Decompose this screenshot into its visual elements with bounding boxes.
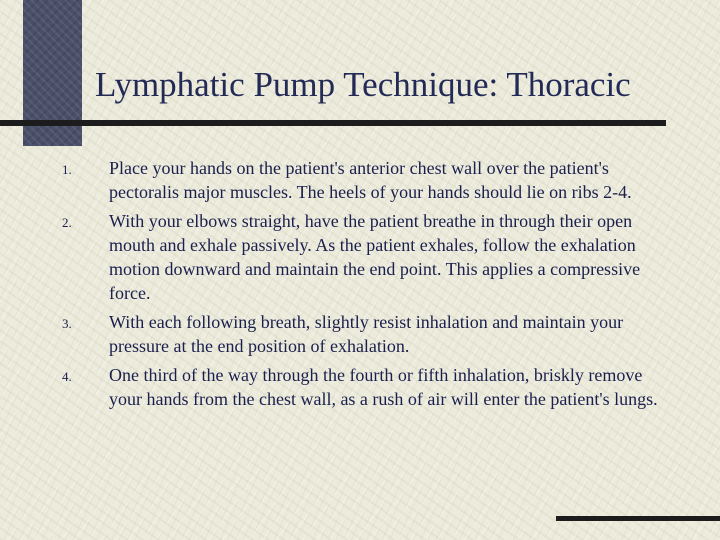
step-text: One third of the way through the fourth or fifth inhalation, briskly remove your hands from the chest wall, as a rush of air will enter the patient's lungs. <box>109 365 658 409</box>
list-item <box>62 156 662 204</box>
list-item <box>62 209 662 305</box>
step-list <box>62 156 662 416</box>
footer-divider <box>556 516 720 521</box>
step-number: 1. <box>62 162 72 177</box>
title-divider <box>0 120 666 126</box>
step-number: 3. <box>62 316 72 331</box>
step-text: With each following breath, slightly resist inhalation and maintain your pressure at the end position of exhalation. <box>109 312 624 356</box>
step-text: Place your hands on the patient's anterior chest wall over the patient's pectoralis major muscles. The heels of your hands should lie on ribs 2-4. <box>109 158 632 202</box>
list-item <box>62 310 662 358</box>
step-text: With your elbows straight, have the patient breathe in through their open mouth and exhale passively. As the patient exhales, follow the exhalation motion downward and maintain the end point. This applies a compressive force. <box>109 211 641 303</box>
step-number: 2. <box>62 215 72 230</box>
step-number: 4. <box>62 369 72 384</box>
slide-title: Lymphatic Pump Technique: Thoracic <box>95 65 631 104</box>
list-item <box>62 363 662 411</box>
